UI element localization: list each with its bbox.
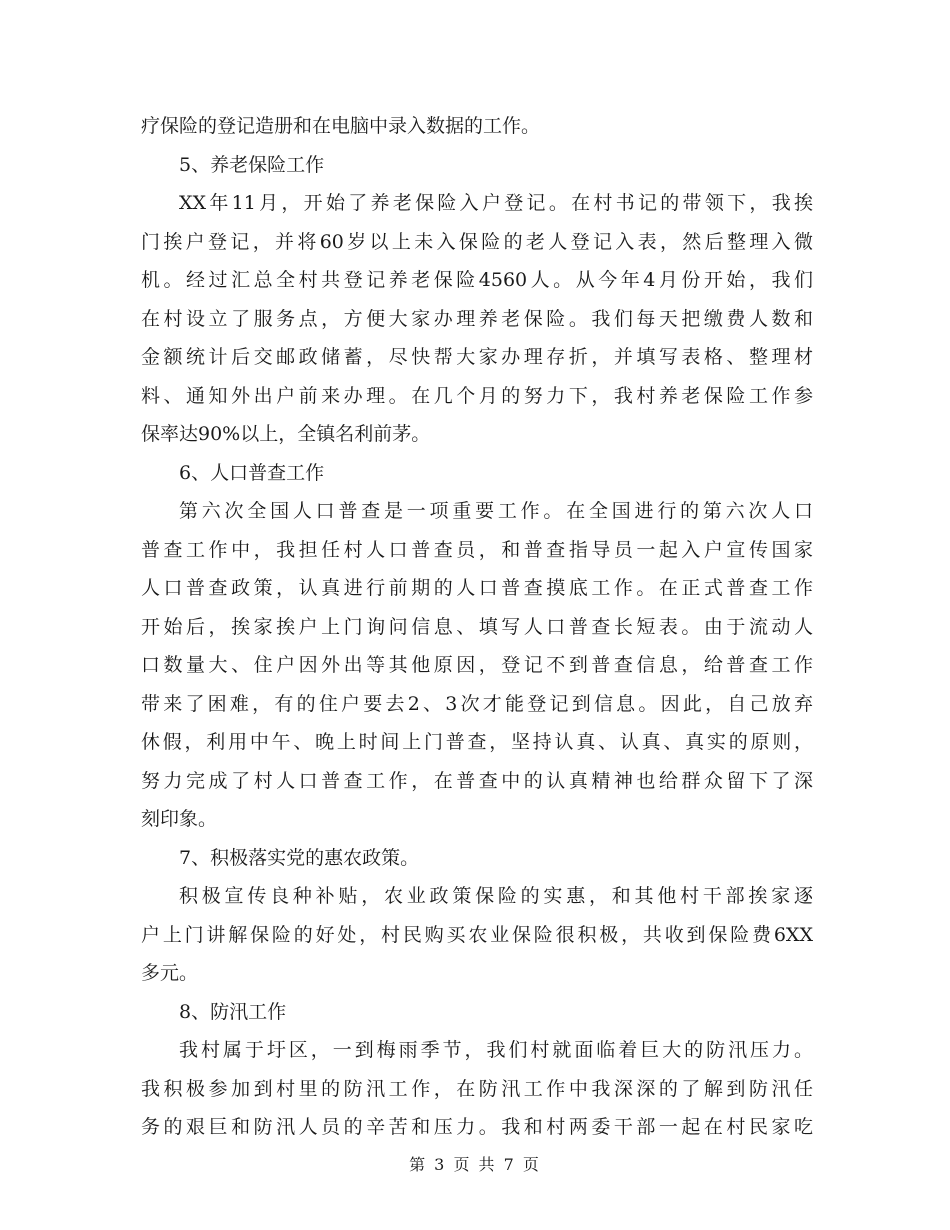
text-line: 普查工作中，我担任村人口普查员，和普查指导员一起入户宣传国家	[141, 538, 813, 561]
text-line: 在村设立了服务点，方便大家办理养老保险。我们每天把缴费人数和	[141, 307, 813, 330]
text-line: 积极宣传良种补贴，农业政策保险的实惠，和其他村干部挨家逐	[179, 885, 813, 907]
text-line: 我积极参加到村里的防汛工作，在防汛工作中我深深的了解到防汛任	[141, 1077, 813, 1100]
text-line: 第六次全国人口普查是一项重要工作。在全国进行的第六次人口	[179, 500, 813, 522]
body-text	[141, 107, 813, 1147]
text-line: 门挨户登记，并将60岁以上未入保险的老人登记入表，然后整理入微	[141, 230, 813, 253]
text-line: 努力完成了村人口普查工作，在普查中的认真精神也给群众留下了深	[141, 769, 813, 792]
text-line: 开始后，挨家挨户上门询问信息、填写人口普查长短表。由于流动人	[141, 615, 813, 638]
text-line: 机。经过汇总全村共登记养老保险4560人。从今年4月份开始，我们	[141, 269, 813, 291]
text-line: 多元。	[141, 962, 199, 984]
text-line: XX年11月，开始了养老保险入户登记。在村书记的带领下，我挨	[179, 192, 813, 214]
section-heading: 6、人口普查工作	[179, 461, 325, 484]
text-line: 保率达90%以上，全镇名利前茅。	[141, 423, 431, 445]
text-line: 人口普查政策，认真进行前期的人口普查摸底工作。在正式普查工作	[141, 577, 813, 599]
text-line: 口数量大、住户因外出等其他原因，登记不到普查信息，给普查工作	[141, 654, 813, 676]
text-line: 刻印象。	[141, 808, 218, 830]
section-heading: 8、防汛工作	[179, 1000, 287, 1023]
text-line: 我村属于圩区，一到梅雨季节，我们村就面临着巨大的防汛压力。	[179, 1039, 813, 1061]
text-line: 休假，利用中午、晚上时间上门普查，坚持认真、认真、真实的原则，	[141, 731, 813, 753]
text-line: 务的艰巨和防汛人员的辛苦和压力。我和村两委干部一起在村民家吃	[141, 1116, 813, 1138]
page-number-footer: 第 3 页 共 7 页	[409, 1155, 541, 1174]
text-line: 户上门讲解保险的好处，村民购买农业保险很积极，共收到保险费6XX	[141, 923, 813, 946]
text-line: 金额统计后交邮政储蓄，尽快帮大家办理存折，并填写表格、整理材	[141, 346, 813, 368]
text-line: 带来了困难，有的住户要去2、3次才能登记到信息。因此，自己放弃	[141, 692, 813, 715]
section-heading: 7、积极落实党的惠农政策。	[179, 846, 420, 869]
text-line: 疗保险的登记造册和在电脑中录入数据的工作。	[141, 115, 541, 137]
text-line: 料、通知外出户前来办理。在几个月的努力下，我村养老保险工作参	[141, 384, 813, 407]
section-heading: 5、养老保险工作	[179, 153, 325, 176]
